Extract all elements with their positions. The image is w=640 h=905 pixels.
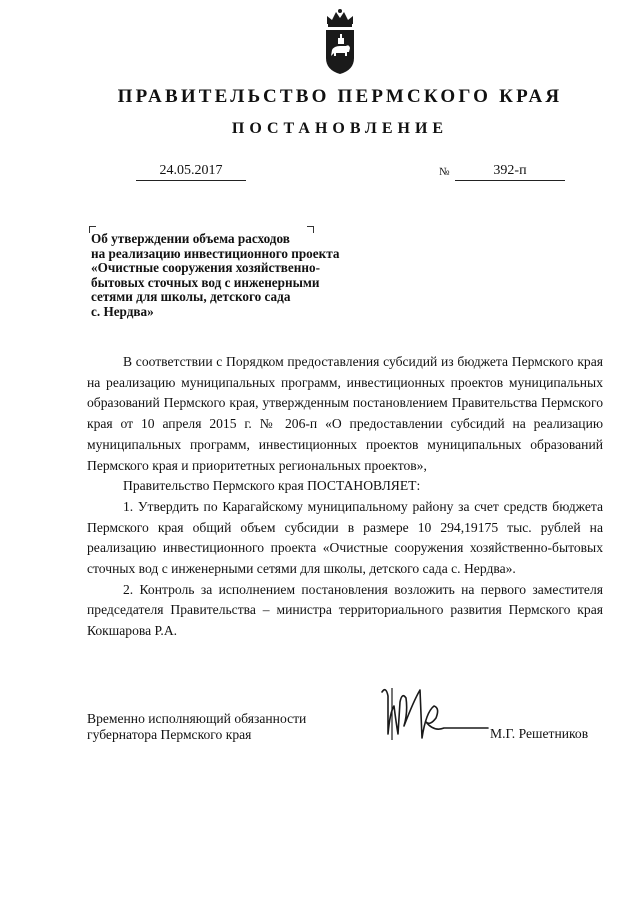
body-paragraph: 1. Утвердить по Карагайскому муниципальному району за счет средств бюджета Пермского края общий объем субсидии в размере 10 294,19175 тыс. рублей на реализацию инвестиционного проекта «Очистные сооружения хозяйственно-бытовых сточных вод с инженерными сетями для школы, детского сада с. Нердва». xyxy=(87,498,603,577)
signatory-position xyxy=(87,711,306,743)
signatory-position-line: Временно исполняющий обязанности xyxy=(87,711,307,726)
handwritten-signature xyxy=(378,682,490,750)
document-subject xyxy=(91,232,391,320)
subject-line: «Очистные сооружения хозяйственно- xyxy=(91,260,320,276)
subject-line: сетями для школы, детского сада xyxy=(91,289,291,305)
body-paragraph: Правительство Пермского края ПОСТАНОВЛЯЕТ: xyxy=(123,478,421,494)
signatory-position-line: губернатора Пермского края xyxy=(87,727,252,742)
number-label: № xyxy=(439,166,450,178)
subject-line: Об утверждении объема расходов xyxy=(91,231,290,246)
subject-line: с. Нердва» xyxy=(91,303,154,319)
document-number: 392-п xyxy=(455,163,565,181)
subject-line: бытовых сточных вод с инженерными xyxy=(91,274,320,290)
document-type: ПОСТАНОВЛЕНИЕ xyxy=(231,120,449,137)
document-date: 24.05.2017 xyxy=(136,163,246,181)
subject-line: на реализацию инвестиционного проекта xyxy=(91,245,340,261)
government-title: ПРАВИТЕЛЬСТВО ПЕРМСКОГО КРАЯ xyxy=(117,86,563,107)
document-body xyxy=(87,352,603,642)
signatory-name: М.Г. Решетников xyxy=(490,726,589,741)
body-paragraph: 2. Контроль за исполнением постановления возложить на первого заместителя председателя Правительства – министра территориального развития Пермского края Кокшарова Р.А. xyxy=(87,581,603,639)
coat-of-arms-icon xyxy=(322,8,358,76)
body-paragraph: В соответствии с Порядком предоставления субсидий из бюджета Пермского края на реализацию муниципальных программ, инвестиционных проектов муниципальных образований Пермского края, утвержденным постановлением Правительства Пермского края от 10 апреля 2015 г. № 206-п «О предоставлении субсидий на реализацию муниципальных программ, инвестиционных проектов муниципальных образований Пермского края и приоритетных региональных проектов», xyxy=(87,354,603,473)
